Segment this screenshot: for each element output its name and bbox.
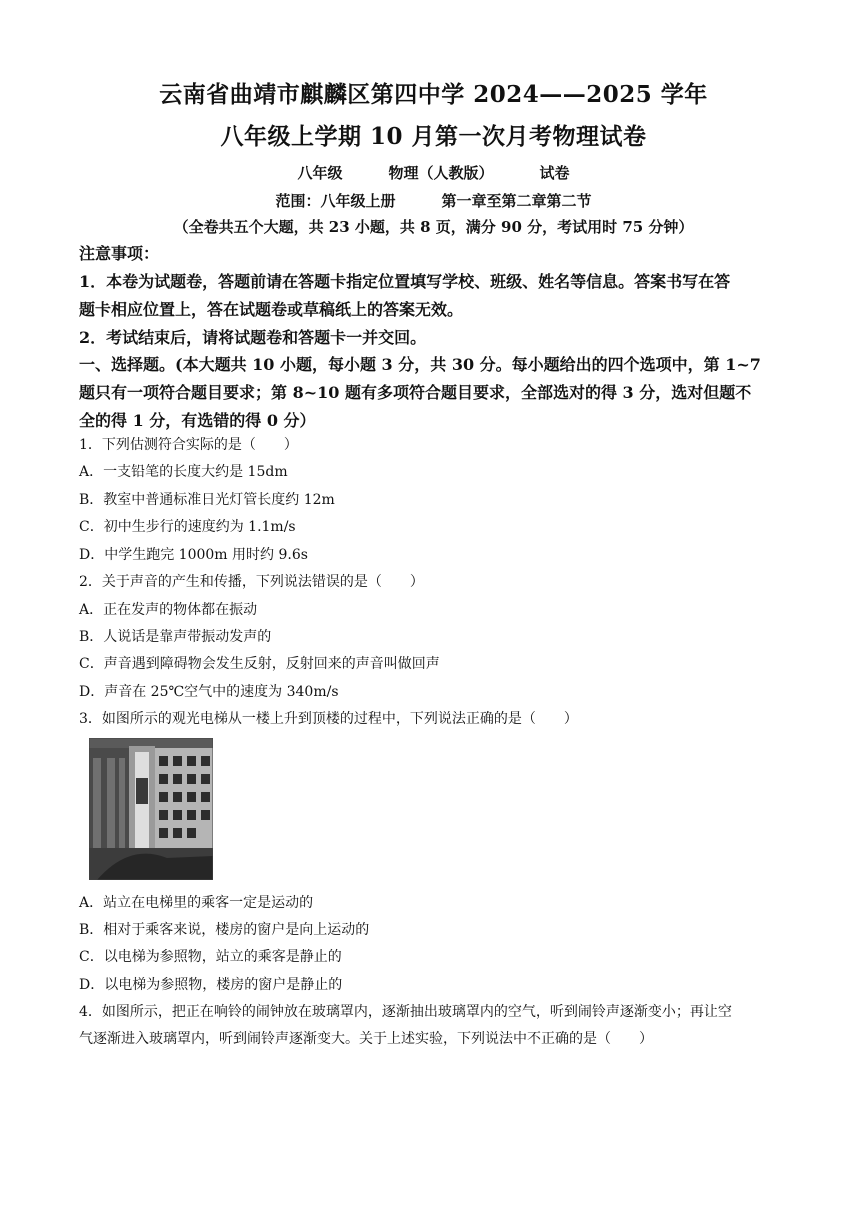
q1-option-d: D．中学生跑完 1000m 用时约 9.6s xyxy=(79,547,308,563)
section1-instructions-line2: 题只有一项符合题目要求；第 8~10 题有多项符合题目要求，全部选对的得 3 分，选对但题不 xyxy=(79,383,752,402)
q3-option-b: B．相对于乘客来说，楼房的窗户是向上运动的 xyxy=(79,922,370,938)
scope-range: 第一章至第二章第二节 xyxy=(441,192,592,210)
q3-option-a: A．站立在电梯里的乘客一定是运动的 xyxy=(79,895,314,911)
exam-title-line2: 八年级上学期 10 月第一次月考物理试卷 xyxy=(220,123,647,150)
scope-label: 范围：八年级上册 xyxy=(275,192,396,210)
notice-item2: 2．考试结束后，请将试题卷和答题卡一并交回。 xyxy=(79,328,427,347)
q1-option-c: C．初中生步行的速度约为 1.1m/s xyxy=(79,519,296,535)
q2-option-a: A．正在发声的物体都在振动 xyxy=(79,602,258,618)
q2-option-d: D．声音在 25℃空气中的速度为 340m/s xyxy=(79,684,339,700)
exam-info-row xyxy=(0,162,867,183)
q3-option-c: C．以电梯为参照物，站立的乘客是静止的 xyxy=(79,949,342,965)
exam-title-line1: 云南省曲靖市麒麟区第四中学 2024——2025 学年 xyxy=(159,81,708,108)
section1-instructions-line3: 全的得 1 分，有选错的得 0 分） xyxy=(79,411,316,430)
section1-instructions-line1: 一、选择题。(本大题共 10 小题，每小题 3 分，共 30 分。每小题给出的四个选项中，第 1~7 xyxy=(79,355,761,374)
q3-option-d: D．以电梯为参照物，楼房的窗户是静止的 xyxy=(79,977,343,993)
q2-stem: 2．关于声音的产生和传播，下列说法错误的是（ ） xyxy=(79,574,424,590)
q4-stem-line2: 气逐渐进入玻璃罩内，听到闹铃声逐渐变大。关于上述实验，下列说法中不正确的是（ ） xyxy=(79,1031,653,1047)
paper-type-label: 试卷 xyxy=(539,164,570,182)
exam-summary: （全卷共五个大题，共 23 小题，共 8 页，满分 90 分，考试用时 75 分钟） xyxy=(173,218,694,236)
q1-option-b: B．教室中普通标准日光灯管长度约 12m xyxy=(79,492,335,508)
grade-label: 八年级 xyxy=(297,164,343,182)
notice-item1-line2: 题卡相应位置上，答在试题卷或草稿纸上的答案无效。 xyxy=(79,300,464,319)
notice-heading: 注意事项： xyxy=(79,244,160,263)
q2-option-c: C．声音遇到障碍物会发生反射，反射回来的声音叫做回声 xyxy=(79,656,440,672)
q1-option-a: A．一支铅笔的长度大约是 15dm xyxy=(79,464,288,480)
sightseeing-elevator-photo xyxy=(89,738,213,880)
exam-scope-row xyxy=(0,190,867,211)
notice-item1-line1: 1．本卷为试题卷，答题前请在答题卡指定位置填写学校、班级、姓名等信息。答案书写在答 xyxy=(79,272,731,291)
q3-stem: 3．如图所示的观光电梯从一楼上升到顶楼的过程中，下列说法正确的是（ ） xyxy=(79,711,578,727)
q2-option-b: B．人说话是靠声带振动发声的 xyxy=(79,629,272,645)
q1-stem: 1．下列估测符合实际的是（ ） xyxy=(79,437,298,453)
q4-stem-line1: 4．如图所示，把正在响铃的闹钟放在玻璃罩内，逐渐抽出玻璃罩内的空气，听到闹铃声逐渐变小；再让空 xyxy=(79,1004,732,1020)
subject-label: 物理（人教版） xyxy=(388,164,494,182)
